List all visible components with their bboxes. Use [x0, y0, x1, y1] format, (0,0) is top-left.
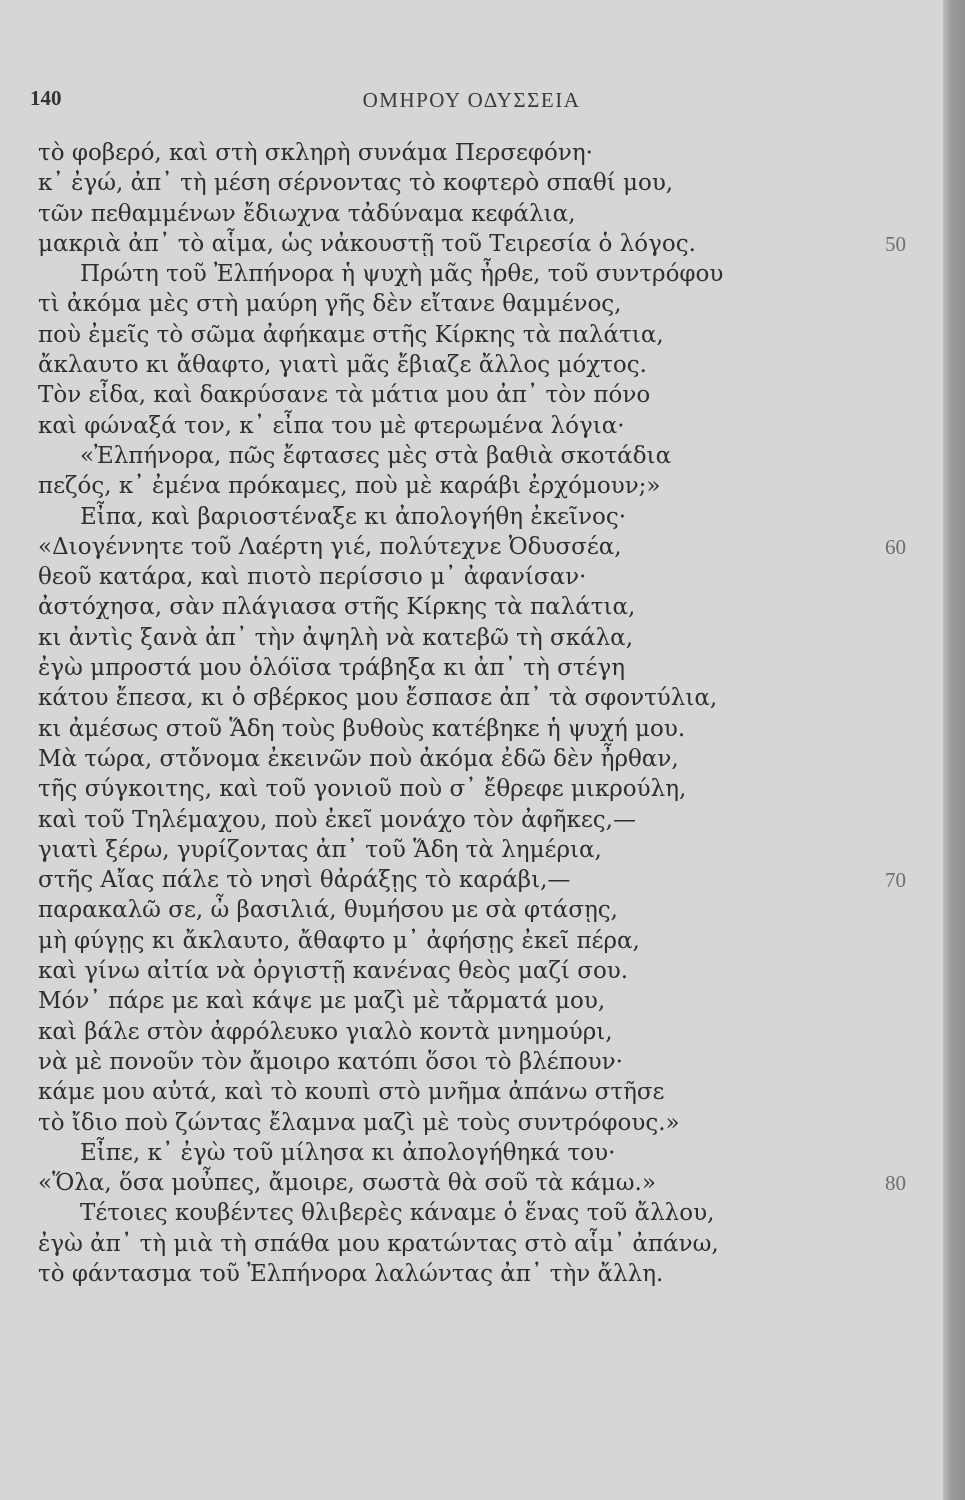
verse-line-text: ἐγὼ μπροστά μου ὁλόϊσα τράβηξα κι ἀπ᾿ τὴ στέγη: [38, 655, 625, 682]
verse-line-text: κι ἀμέσως στοῦ Ἅδη τοὺς βυθοὺς κατέβηκε ἡ ψυχή μου.: [38, 715, 686, 742]
verse-line: [0, 744, 943, 774]
verse-line: [0, 774, 943, 804]
verse-line: [0, 1017, 943, 1047]
verse-line-text: κάτου ἔπεσα, κι ὁ σβέρκος μου ἔσπασε ἀπ᾿ τὰ σφοντύλια,: [38, 685, 718, 712]
verse-text-block: [0, 138, 943, 1289]
verse-line: [0, 259, 943, 289]
verse-line: [0, 1077, 943, 1107]
verse-line: [0, 199, 943, 229]
verse-line-text: μακριὰ ἀπ᾿ τὸ αἷμα, ὡς νἀκουστῇ τοῦ Τειρεσία ὁ λόγος.: [38, 230, 696, 257]
verse-line: [0, 986, 943, 1016]
verse-line-text: Τέτοιες κουβέντες θλιβερὲς κάναμε ὁ ἕνας τοῦ ἄλλου,: [80, 1200, 715, 1227]
verse-line: [0, 532, 943, 562]
verse-line: [0, 138, 943, 168]
verse-line: [0, 320, 943, 350]
verse-line: [0, 380, 943, 410]
verse-line-text: «Ἐλπήνορα, πῶς ἔφτασες μὲς στὰ βαθιὰ σκοτάδια: [80, 442, 672, 469]
verse-line: [0, 865, 943, 895]
verse-line: [0, 289, 943, 319]
line-number: 50: [885, 231, 906, 256]
verse-line: [0, 714, 943, 744]
verse-line: [0, 562, 943, 592]
verse-line-text: στῆς Αἴας πάλε τὸ νησὶ θἀράξῃς τὸ καράβι,—: [38, 867, 571, 894]
verse-line: [0, 441, 943, 471]
verse-line-text: κάμε μου αὐτά, καὶ τὸ κουπὶ στὸ μνῆμα ἀπάνω στῆσε: [38, 1079, 665, 1106]
verse-line-text: Τὸν εἶδα, καὶ δακρύσανε τὰ μάτια μου ἀπ᾿ τὸν πόνο: [38, 382, 651, 409]
verse-line-text: πεζός, κ᾿ ἐμένα πρόκαμες, ποὺ μὲ καράβι ἐρχόμουν;»: [38, 473, 661, 500]
running-title: ΟΜΗΡΟΥ ΟΔΥΣΣΕΙΑ: [362, 88, 581, 112]
verse-line-text: καὶ γίνω αἰτία νὰ ὀργιστῇ κανένας θεὸς μαζί σου.: [38, 958, 629, 985]
page-number: 140: [30, 86, 62, 110]
verse-line-text: ἀστόχησα, σὰν πλάγιασα στῆς Κίρκης τὰ παλάτια,: [38, 594, 636, 621]
line-number: 60: [885, 534, 906, 559]
verse-line-text: καὶ τοῦ Τηλέμαχου, ποὺ ἐκεῖ μονάχο τὸν ἀφῆκες,—: [38, 806, 636, 833]
verse-line-text: Μόν᾿ πάρε με καὶ κάψε με μαζὶ μὲ τἄρματά μου,: [38, 988, 606, 1015]
verse-line-text: ἐγὼ ἀπ᾿ τὴ μιὰ τὴ σπάθα μου κρατώντας στὸ αἷμ᾿ ἀπάνω,: [38, 1230, 719, 1257]
verse-line-text: τῶν πεθαμμένων ἔδιωχνα τἀδύναμα κεφάλια,: [38, 200, 576, 227]
verse-line-text: καὶ φώναξά τον, κ᾿ εἶπα του μὲ φτερωμένα λόγια·: [38, 412, 625, 439]
verse-line: [0, 956, 943, 986]
verse-line: [0, 1047, 943, 1077]
verse-line-text: τὶ ἀκόμα μὲς στὴ μαύρη γῆς δὲν εἴτανε θαμμένος,: [38, 291, 622, 318]
verse-line-text: ποὺ ἐμεῖς τὸ σῶμα ἀφήκαμε στῆς Κίρκης τὰ παλάτια,: [38, 321, 664, 348]
verse-line: [0, 502, 943, 532]
verse-line: [0, 1168, 943, 1198]
verse-line-text: τὸ φάντασμα τοῦ Ἐλπήνορα λαλώντας ἀπ᾿ τὴν ἄλλη.: [38, 1260, 664, 1287]
verse-line-text: Πρώτη τοῦ Ἐλπήνορα ἡ ψυχὴ μᾶς ἦρθε, τοῦ συντρόφου: [80, 261, 724, 288]
verse-line-text: Εἶπε, κ᾿ ἐγὼ τοῦ μίλησα κι ἀπολογήθηκά του·: [80, 1139, 616, 1166]
verse-line: [0, 1229, 943, 1259]
page-edge: [943, 0, 965, 1500]
verse-line: [0, 895, 943, 925]
verse-line: [0, 350, 943, 380]
verse-line: [0, 653, 943, 683]
verse-line-text: θεοῦ κατάρα, καὶ πιοτὸ περίσσιο μ᾿ ἀφανίσαν·: [38, 564, 587, 591]
verse-line-text: γιατὶ ξέρω, γυρίζοντας ἀπ᾿ τοῦ Ἅδη τὰ λημέρια,: [38, 836, 602, 863]
verse-line: [0, 926, 943, 956]
verse-line-text: νὰ μὲ πονοῦν τὸν ἄμοιρο κατόπι ὅσοι τὸ βλέπουν·: [38, 1048, 623, 1075]
verse-line: [0, 411, 943, 441]
verse-line: [0, 1198, 943, 1228]
verse-line: [0, 805, 943, 835]
verse-line-text: τὸ ἴδιο ποὺ ζώντας ἔλαμνα μαζὶ μὲ τοὺς συντρόφους.»: [38, 1109, 680, 1136]
line-number: 80: [885, 1171, 906, 1196]
verse-line: [0, 835, 943, 865]
verse-line: [0, 168, 943, 198]
verse-line-text: κι ἀντὶς ξανὰ ἀπ᾿ τὴν ἀψηλὴ νὰ κατεβῶ τὴ σκάλα,: [38, 624, 634, 651]
verse-line: [0, 683, 943, 713]
verse-line-text: τῆς σύγκοιτης, καὶ τοῦ γονιοῦ ποὺ σ᾿ ἔθρεφε μικρούλη,: [38, 776, 687, 803]
verse-line: [0, 1138, 943, 1168]
verse-line: [0, 592, 943, 622]
verse-line-text: «Ὅλα, ὅσα μοὖπες, ἄμοιρε, σωστὰ θὰ σοῦ τὰ κάμω.»: [38, 1170, 656, 1197]
verse-line: [0, 229, 943, 259]
verse-line-text: Μὰ τώρα, στὄνομα ἐκεινῶν ποὺ ἀκόμα ἐδῶ δὲν ἦρθαν,: [38, 745, 679, 772]
verse-line: [0, 471, 943, 501]
line-number: 70: [885, 868, 906, 893]
verse-line-text: παρακαλῶ σε, ὦ βασιλιά, θυμήσου με σὰ φτάσῃς,: [38, 897, 618, 924]
verse-line-text: Εἶπα, καὶ βαριοστέναξε κι ἀπολογήθη ἐκεῖνος·: [80, 503, 627, 530]
verse-line-text: ἄκλαυτο κι ἄθαφτο, γιατὶ μᾶς ἔβιαζε ἄλλος μόχτος.: [38, 352, 647, 379]
verse-line: [0, 1108, 943, 1138]
verse-line-text: μὴ φύγῃς κι ἄκλαυτο, ἄθαφτο μ᾿ ἀφήσῃς ἐκεῖ πέρα,: [38, 927, 640, 954]
verse-line: [0, 1259, 943, 1289]
verse-line-text: καὶ βάλε στὸν ἀφρόλευκο γιαλὸ κοντὰ μνημούρι,: [38, 1018, 613, 1045]
verse-line-text: «Διογέννητε τοῦ Λαέρτη γιέ, πολύτεχνε Ὀδυσσέα,: [38, 533, 622, 560]
verse-line-text: τὸ φοβερό, καὶ στὴ σκληρὴ συνάμα Περσεφόνη·: [38, 140, 593, 166]
verse-line: [0, 623, 943, 653]
verse-line-text: κ᾿ ἐγώ, ἀπ᾿ τὴ μέση σέρνοντας τὸ κοφτερὸ σπαθί μου,: [38, 170, 674, 197]
page-header: [0, 82, 943, 118]
